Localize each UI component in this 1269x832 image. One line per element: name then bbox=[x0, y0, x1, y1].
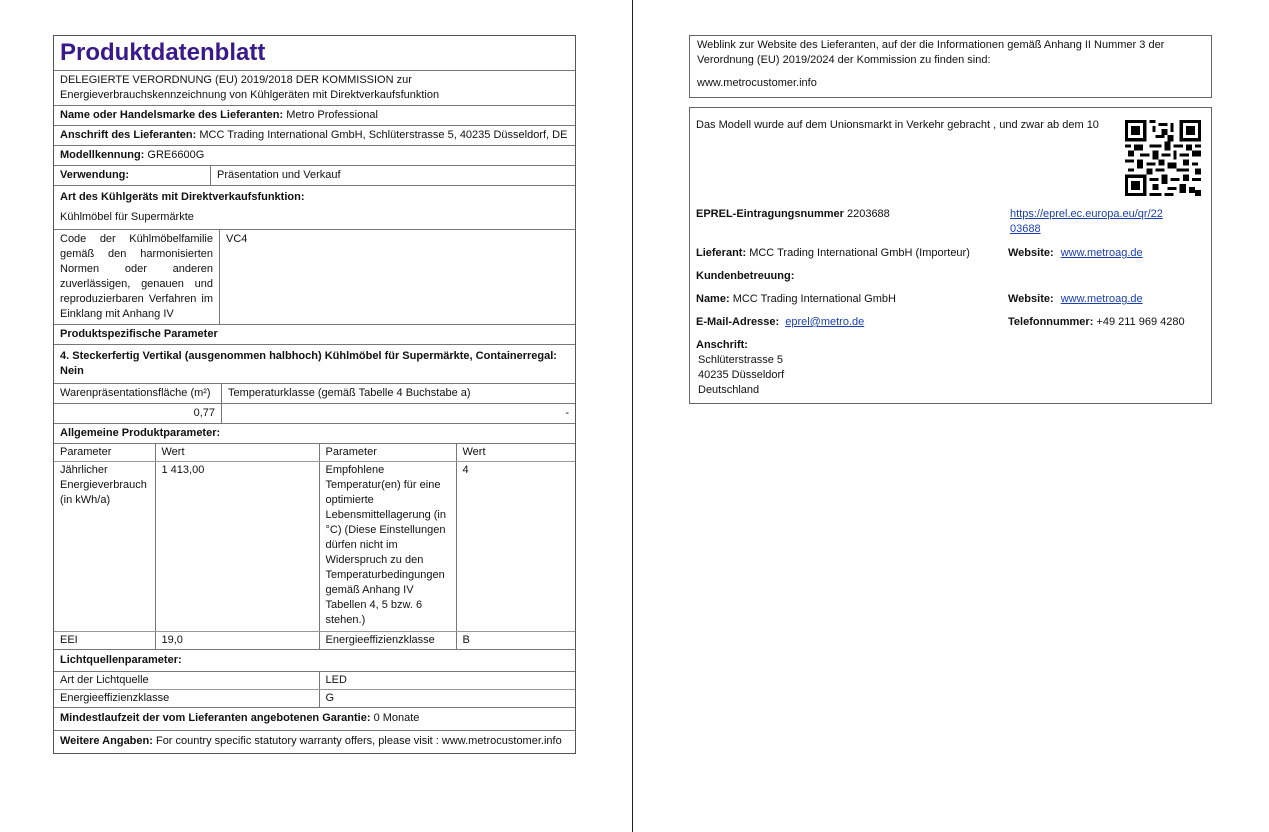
temp-rec-value: 4 bbox=[456, 462, 575, 632]
eprel-link[interactable] bbox=[1010, 207, 1163, 237]
param-header: Parameter bbox=[54, 444, 155, 462]
eei-value: 19,0 bbox=[155, 632, 319, 650]
type-label: Art des Kühlgeräts mit Direktverkaufsfunktion: bbox=[60, 191, 305, 203]
further-info-row bbox=[54, 731, 575, 753]
light-type-label: Art der Lichtquelle bbox=[54, 672, 319, 690]
address-line-1: Schlüterstrasse 5 bbox=[698, 354, 783, 366]
light-class-value: G bbox=[325, 692, 335, 704]
display-area-value-row bbox=[54, 404, 575, 424]
brand-row bbox=[54, 106, 575, 126]
email-row bbox=[696, 315, 864, 330]
regulation-text: DELEGIERTE VERORDNUNG (EU) 2019/2018 DER KOMMISSION zur Energieverbrauchskennzeichnung von Kühlgeräten mit Direktverkaufsfunktion bbox=[54, 71, 575, 106]
page-divider bbox=[632, 0, 633, 832]
phone-row bbox=[1008, 315, 1185, 330]
website-row bbox=[1008, 246, 1143, 261]
code-label: Code der Kühlmöbelfamilie gemäß den harmonisierten Normen oder anderen zuverlässigen, genauen und reproduzierbaren Verfahren im Einklang mit Anhang IV bbox=[54, 230, 220, 324]
anschrift-block bbox=[698, 353, 784, 398]
model-row bbox=[54, 146, 575, 166]
warranty-label: Mindestlaufzeit der vom Lieferanten angebotenen Garantie: bbox=[60, 712, 371, 724]
weblink-box bbox=[689, 35, 1212, 98]
temp-class-label: Temperaturklasse (gemäß Tabelle 4 Buchstabe a) bbox=[228, 387, 471, 399]
use-row bbox=[54, 166, 575, 186]
value-header: Wert bbox=[456, 444, 575, 462]
eprel-label: EPREL-Eintragungsnummer bbox=[696, 208, 844, 220]
light-params-heading: Lichtquellenparameter: bbox=[54, 650, 575, 672]
website2-label: Website: bbox=[1008, 293, 1054, 305]
address-line-3: Deutschland bbox=[698, 384, 760, 396]
energy-label: Jährlicher Energieverbrauch (in kWh/a) bbox=[54, 462, 155, 632]
eprel-url-line1[interactable]: https://eprel.ec.europa.eu/qr/22 bbox=[1010, 208, 1163, 220]
address-label: Anschrift des Lieferanten: bbox=[60, 129, 197, 141]
display-area-header-row bbox=[54, 384, 575, 404]
eclass-label: Energieeffizienzklasse bbox=[319, 632, 456, 650]
service-heading: Kundenbetreuung: bbox=[696, 270, 795, 282]
light-type-value: LED bbox=[319, 672, 575, 690]
use-label: Verwendung: bbox=[54, 166, 211, 185]
light-params-table bbox=[54, 672, 575, 708]
eprel-box bbox=[689, 107, 1212, 404]
address-row bbox=[54, 126, 575, 146]
phone-label: Telefonnummer: bbox=[1008, 316, 1094, 328]
temp-rec-label: Empfohlene Temperatur(en) für eine optimierte Lebensmittellagerung (in °C) (Diese Einstellungen dürfen nicht im Widerspruch zu den Temperaturbedingungen gemäß Anhang IV Tabellen 4, 5 bzw. 6 stehen.) bbox=[319, 462, 456, 632]
product-data-sheet bbox=[53, 35, 576, 754]
table-row bbox=[54, 672, 575, 690]
address-line-2: 40235 Düsseldorf bbox=[698, 369, 785, 381]
table-row bbox=[54, 444, 575, 462]
weblink-url: www.metrocustomer.info bbox=[697, 77, 817, 89]
energy-value: 1 413,00 bbox=[155, 462, 319, 632]
phone-value: +49 211 969 4280 bbox=[1096, 316, 1185, 328]
address-value: MCC Trading International GmbH, Schlüterstrasse 5, 40235 Düsseldorf, DE bbox=[199, 129, 568, 141]
eprel-value: 2203688 bbox=[846, 208, 890, 220]
type-row bbox=[54, 186, 575, 230]
website-label: Website: bbox=[1008, 247, 1054, 259]
model-label: Modellkennung: bbox=[60, 149, 145, 161]
qr-code-icon bbox=[1124, 120, 1202, 196]
weblink-text: Weblink zur Website des Lieferanten, auf der die Informationen gemäß Anhang II Nummer 3 der Verordnung (EU) 2019/2024 der Kommission zu finden sind: bbox=[697, 39, 1165, 66]
name-row bbox=[696, 292, 896, 307]
general-params-table bbox=[54, 444, 575, 650]
display-area-value: 0,77 bbox=[54, 404, 222, 423]
warranty-value: 0 Monate bbox=[373, 712, 420, 724]
eprel-row bbox=[696, 207, 890, 222]
warranty-row bbox=[54, 708, 575, 731]
website2-row bbox=[1008, 292, 1143, 307]
further-value: For country specific statutory warranty offers, please visit : www.metrocustomer.info bbox=[155, 735, 562, 747]
display-area-label: Warenpräsentationsfläche (m²) bbox=[54, 384, 222, 403]
brand-label: Name oder Handelsmarke des Lieferanten: bbox=[60, 109, 284, 121]
specific-params-heading: Produktspezifische Parameter bbox=[54, 325, 575, 345]
website2-link[interactable]: www.metroag.de bbox=[1060, 293, 1143, 305]
page-title: Produktdatenblatt bbox=[54, 36, 575, 71]
anschrift-label: Anschrift: bbox=[696, 339, 748, 351]
category-heading: 4. Steckerfertig Vertikal (ausgenommen halbhoch) Kühlmöbel für Supermärkte, Containerregal: Nein bbox=[54, 345, 575, 384]
website-link[interactable]: www.metroag.de bbox=[1060, 247, 1143, 259]
further-label: Weitere Angaben: bbox=[60, 735, 153, 747]
general-params-heading: Allgemeine Produktparameter: bbox=[54, 424, 575, 444]
use-value: Präsentation und Verkauf bbox=[217, 169, 341, 181]
table-row bbox=[54, 632, 575, 650]
type-value: Kühlmöbel für Supermärkte bbox=[60, 211, 194, 223]
email-link[interactable]: eprel@metro.de bbox=[785, 316, 865, 328]
email-label: E-Mail-Adresse: bbox=[696, 316, 780, 328]
light-class-label: Energieeffizienzklasse bbox=[54, 690, 319, 708]
model-value: GRE6600G bbox=[147, 149, 205, 161]
eclass-value: B bbox=[462, 634, 470, 646]
code-row bbox=[54, 230, 575, 325]
table-row bbox=[54, 462, 575, 632]
market-text: Das Modell wurde auf dem Unionsmarkt in Verkehr gebracht , und zwar ab dem 10 bbox=[696, 119, 1099, 131]
param-header: Parameter bbox=[319, 444, 456, 462]
supplier-value: MCC Trading International GmbH (Importeur) bbox=[749, 247, 970, 259]
supplier-label: Lieferant: bbox=[696, 247, 747, 259]
name-value: MCC Trading International GmbH bbox=[732, 293, 896, 305]
eei-label: EEI bbox=[54, 632, 155, 650]
eprel-url-line2[interactable]: 03688 bbox=[1010, 223, 1041, 235]
value-header: Wert bbox=[155, 444, 319, 462]
name-label: Name: bbox=[696, 293, 730, 305]
code-value: VC4 bbox=[226, 233, 248, 245]
brand-value: Metro Professional bbox=[286, 109, 378, 121]
table-row bbox=[54, 690, 575, 708]
supplier-row bbox=[696, 246, 970, 261]
temp-class-value: - bbox=[565, 407, 569, 419]
